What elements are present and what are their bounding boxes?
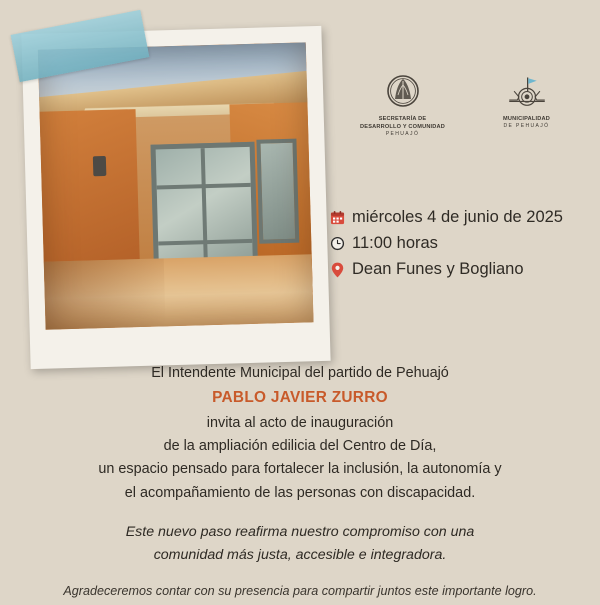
clock-icon <box>330 236 345 252</box>
photo-vignette <box>38 42 314 329</box>
event-time-row <box>330 234 588 253</box>
municipalidad-logo-caption <box>503 115 550 130</box>
invitation-line-4: un espacio pensado para fortalecer la inclusión, la autonomía y <box>98 461 502 478</box>
logo-row <box>330 72 580 152</box>
secretaria-emblem-icon <box>382 72 424 112</box>
photo-polaroid-card <box>21 26 330 369</box>
secretaria-desarrollo-comunidad-logo <box>360 72 445 138</box>
calendar-icon <box>330 210 345 226</box>
secretaria-caption-line3: PEHUAJÓ <box>385 131 420 138</box>
commitment-line-2: comunidad más justa, accesible e integradora. <box>153 547 447 564</box>
secretaria-logo-caption <box>360 115 445 138</box>
event-location-text: Dean Funes y Bogliano <box>352 260 524 278</box>
location-pin-icon <box>330 262 345 278</box>
building-entrance-photo <box>38 42 314 329</box>
event-date-row <box>330 208 588 227</box>
closing-note: Agradeceremos contar con su presencia para compartir juntos este importante logro. <box>63 583 537 598</box>
event-details <box>330 208 588 286</box>
invitation-body <box>0 362 600 598</box>
municipalidad-caption-line2: DE PEHUAJÓ <box>503 123 550 130</box>
invitation-line-2: invita al acto de inauguración <box>206 414 394 431</box>
secretaria-caption-line1: SECRETARÍA DE <box>378 116 427 122</box>
intendente-name: PABLO JAVIER ZURRO <box>212 389 388 407</box>
municipalidad-caption-line1: MUNICIPALIDAD <box>503 116 550 122</box>
event-location-row <box>330 260 588 279</box>
event-time-text: 11:00 horas <box>352 234 438 252</box>
commitment-line-1: Este nuevo paso reafirma nuestro compromiso con una <box>125 523 475 540</box>
municipalidad-emblem-icon <box>506 72 548 112</box>
invitation-line-5: el acompañamiento de las personas con discapacidad. <box>124 484 476 501</box>
municipalidad-pehuajo-logo <box>503 72 550 130</box>
invitation-line-1: El Intendente Municipal del partido de Pehuajó <box>151 365 449 381</box>
commitment-statement <box>0 521 600 568</box>
secretaria-caption-line2: DESARROLLO Y COMUNIDAD <box>360 124 446 131</box>
event-date-text: miércoles 4 de junio de 2025 <box>352 208 563 226</box>
invitation-line-3: de la ampliación edilicia del Centro de Día, <box>163 437 437 454</box>
